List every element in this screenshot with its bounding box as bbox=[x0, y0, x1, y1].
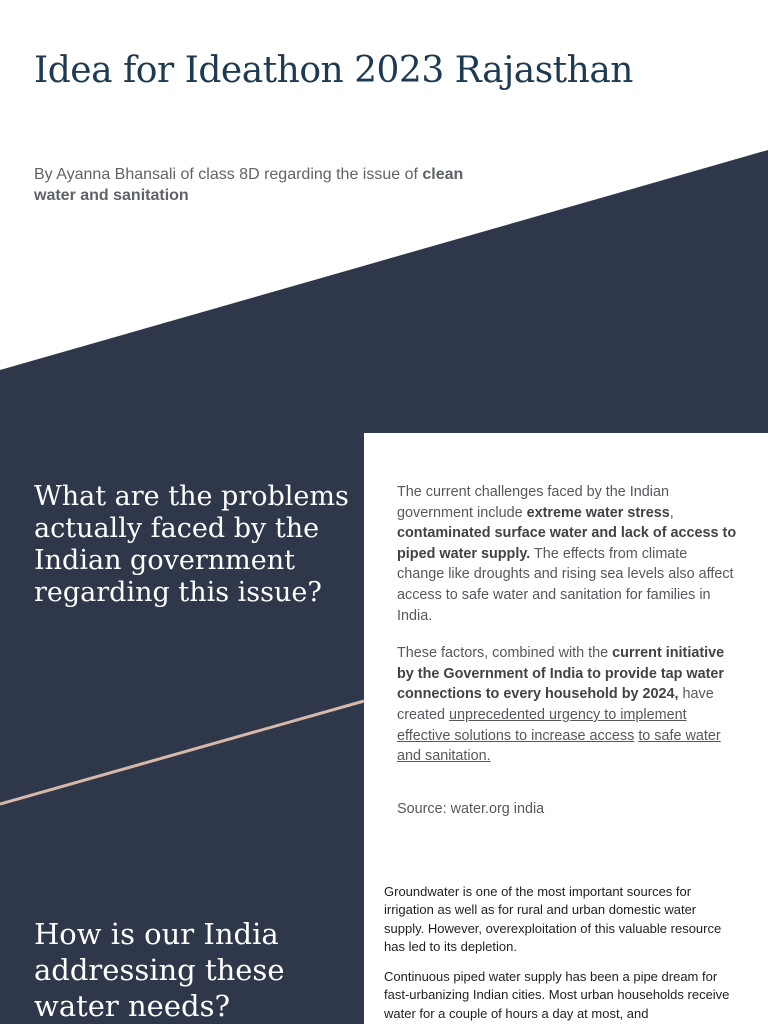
source-note: Source: water.org india bbox=[397, 801, 545, 817]
urgency-link[interactable]: unprecedented urgency to implement effective solutions to increase access bbox=[397, 706, 687, 744]
byline-text: By Ayanna Bhansali of class 8D regarding the issue of bbox=[34, 166, 423, 183]
response-card bbox=[364, 864, 768, 1024]
text-run: , bbox=[669, 504, 674, 521]
page-title: Idea for Ideathon 2023 Rajasthan bbox=[34, 50, 633, 91]
text-run: have created bbox=[397, 686, 714, 723]
bold-run: current initiative by the Government of India to provide tap water connections to every household by 2024, bbox=[397, 645, 725, 703]
response-paragraph-2: Continuous piped water supply has been a pipe dream for fast-urbanizing Indian cities. Most urban households receive water for a couple of hours a day at most, and bbox=[384, 969, 730, 1021]
india-response-heading: How is our India addressing these water needs? bbox=[34, 917, 285, 1023]
problems-paragraph-2 bbox=[397, 643, 737, 767]
bold-run: contaminated surface water and lack of access to piped water supply. bbox=[397, 525, 737, 562]
text-run: The current challenges faced by the Indian government include bbox=[397, 484, 669, 521]
problems-paragraph-1 bbox=[397, 482, 737, 626]
text-run: The effects from climate change like droughts and rising sea levels also affect access to safe water and sanitation for families in India. bbox=[397, 545, 734, 624]
problems-heading: What are the problems actually faced by the Indian government regarding this issue? bbox=[34, 481, 349, 608]
access-link[interactable]: to safe water and sanitation. bbox=[397, 727, 721, 765]
byline-topic: clean water and sanitation bbox=[34, 166, 464, 204]
byline bbox=[34, 164, 504, 206]
text-run: These factors, combined with the bbox=[397, 645, 613, 662]
bold-run: extreme water stress bbox=[526, 504, 670, 521]
problems-card bbox=[364, 433, 768, 864]
response-paragraph-1: Groundwater is one of the most important sources for irrigation as well as for rural and urban domestic water supply. However, overexploitation of this valuable resource has led to its depletion. bbox=[384, 884, 722, 954]
